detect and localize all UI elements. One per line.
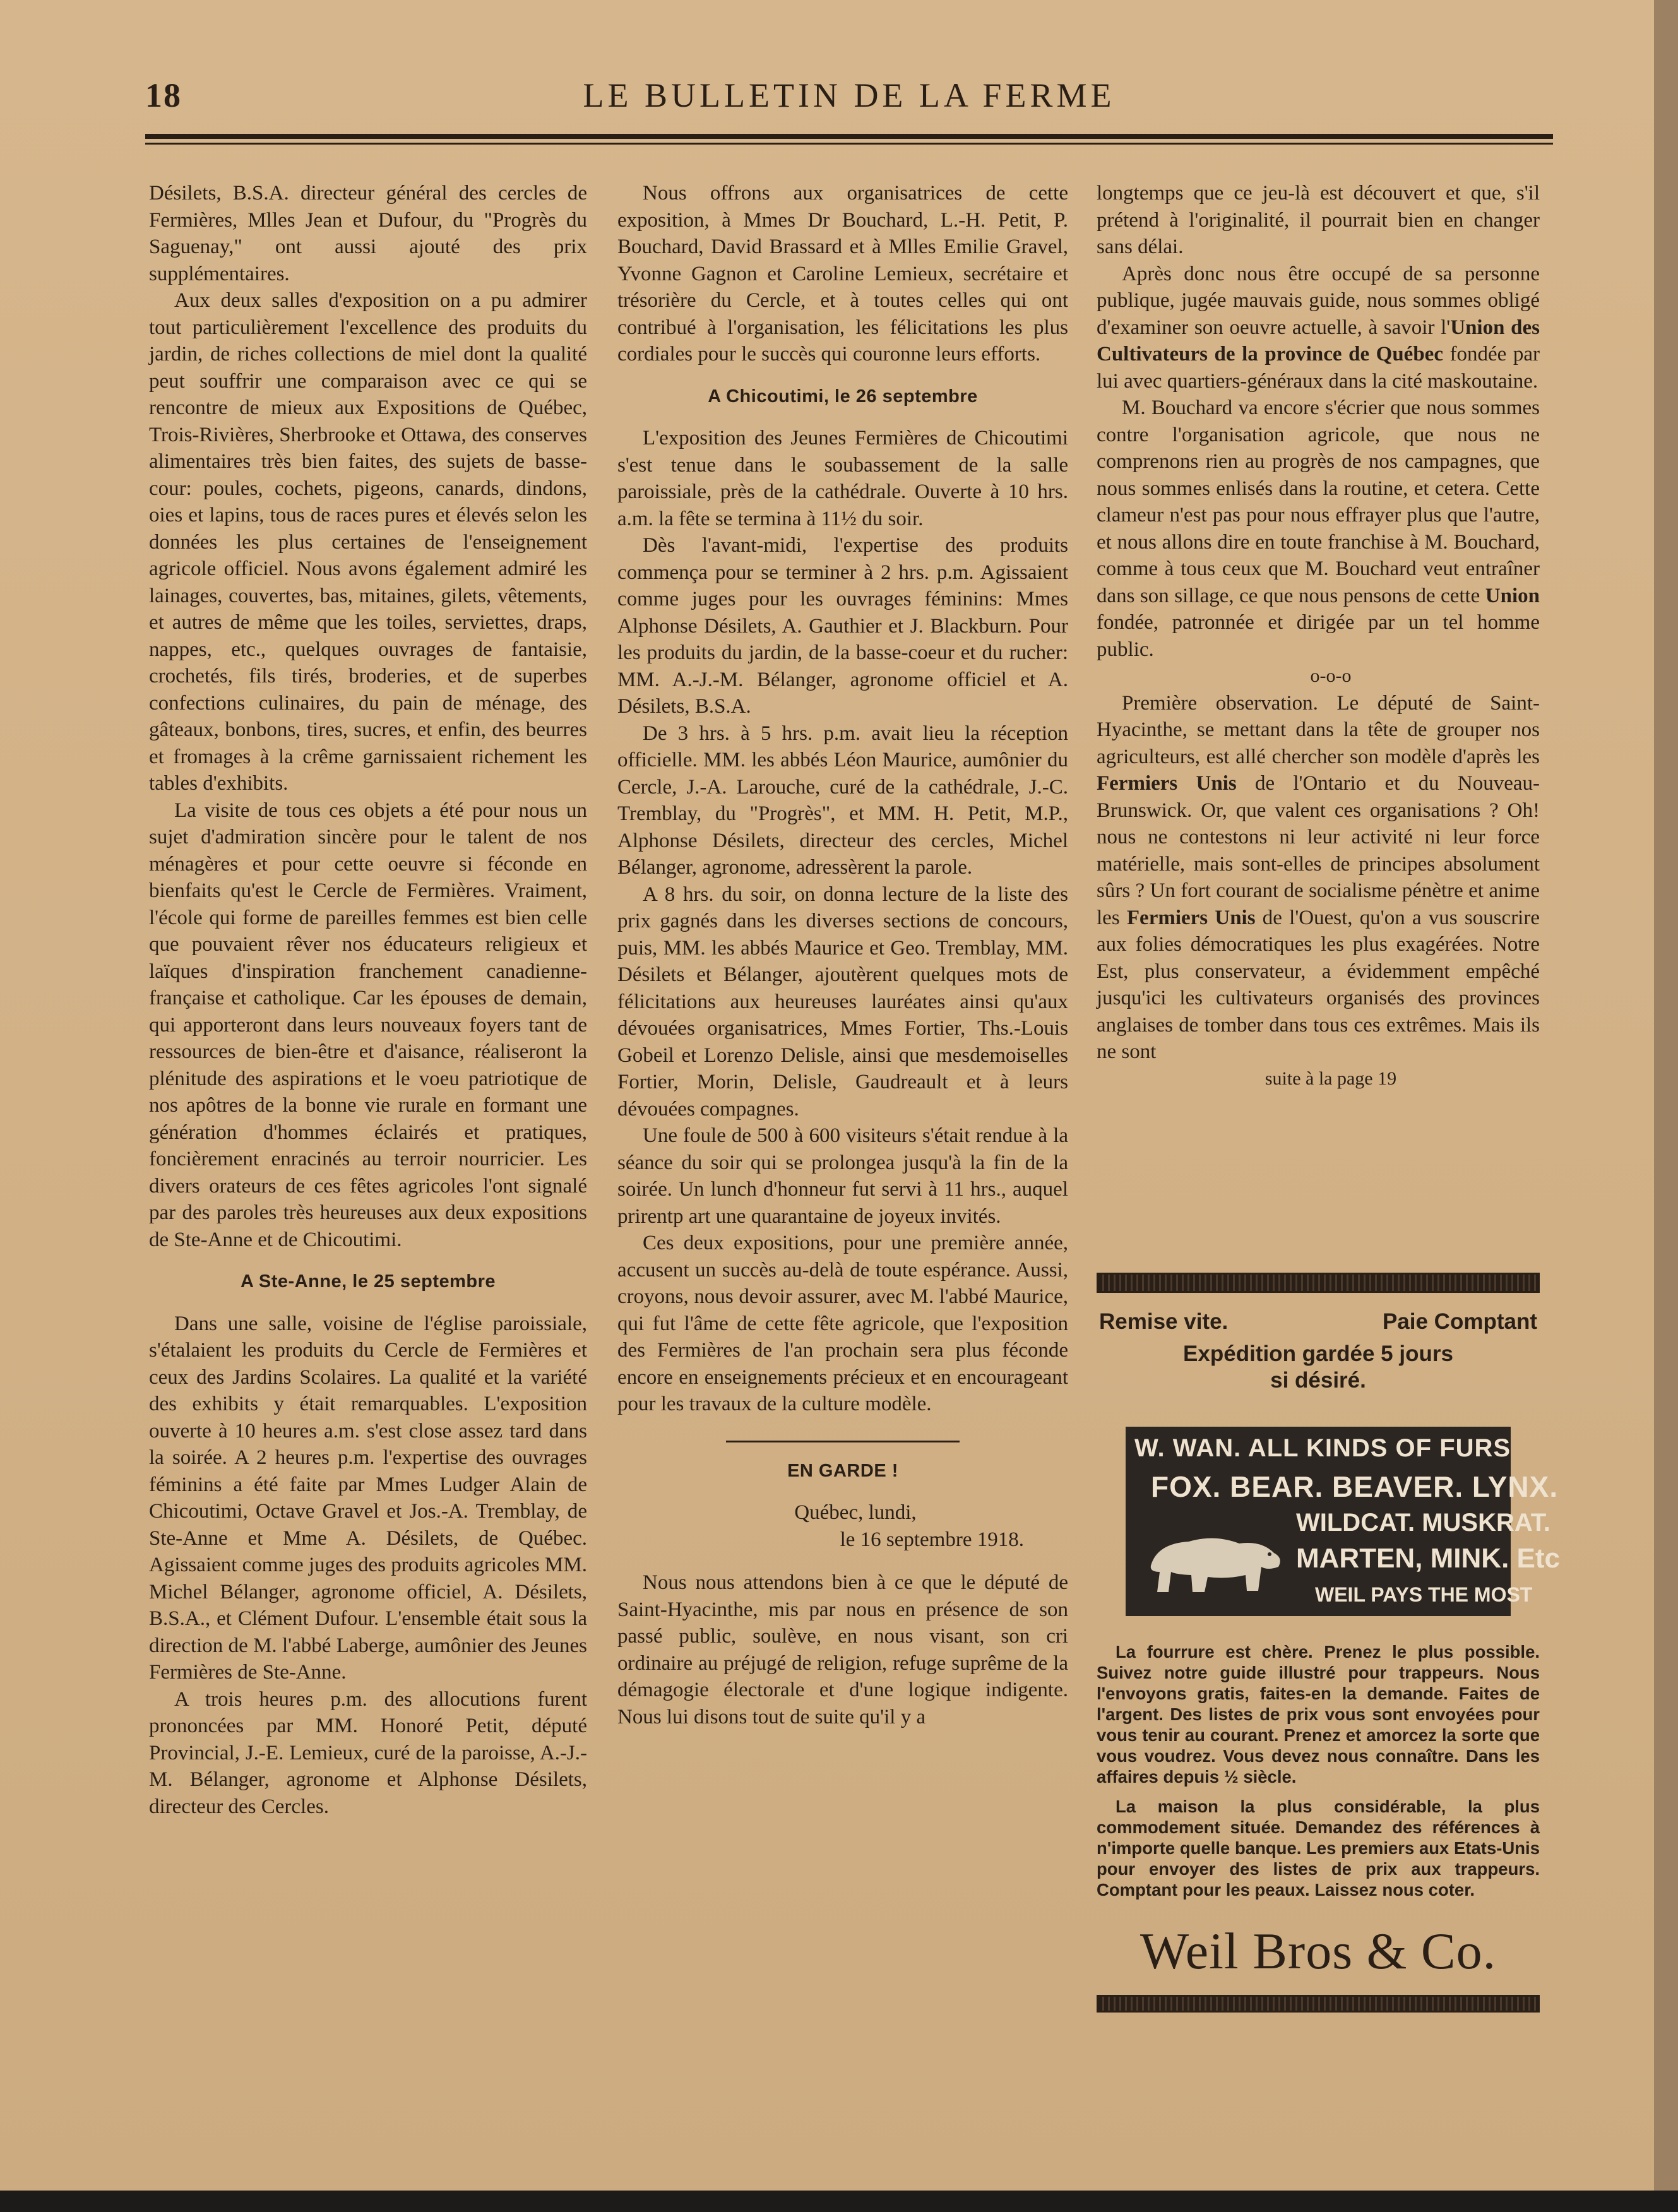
paragraph: Première observation. Le député de Saint-Hyacinthe, se mettant dans la tête de grouper nos agriculteurs, est allé chercher son modèle d'après les Fermiers Unis de l'Ontario et du Nouveau-Brunswick. Or, que valent ces organisations ? Oh! nous ne contestons ni leur activité ni leur force matérielle, mais sont-elles de principes absolument sûrs ? Un fort courant de socialisme pénètre et anime les Fermiers Unis de l'Ouest, qu'on a vus souscrire aux folies démocratiques les plus exagérées. Notre Est, plus conservateur, a évidemment empêché jusqu'ici les cultivateurs organisés des provinces anglaises de tomber dans tous ces extrêmes. Mais ils ne sont — [1097, 691, 1540, 1063]
paragraph: Une foule de 500 à 600 visiteurs s'était rendue à la séance du soir qui se prolongea jusqu'à la fin de la soirée. Un lunch d'honneur fut servi à 11 hrs., auquel prirentp art une quarantaine de joyeux invités. — [617, 1124, 1068, 1228]
ad-paragraph: La maison la plus considérable, la plus commodement située. Demandez des références à n'importe quelle banque. Les premiers aux Etats-Unis pour envoyer des listes de prix aux trappeurs. Comptant pour les peaux. Laissez nous coter. — [1097, 1797, 1540, 1900]
paragraph: A 8 hrs. du soir, on donna lecture de la liste des prix gagnés dans les diverses sections de concours, puis, MM. les abbés Maurice et Geo. Tremblay, MM. Désilets et Bélanger, ajoutèrent quelques mots de félicitations aux heureuses lauréates ainsi qu'aux dévouées organisatrices, Mmes Fortier, Ths.-Louis Gobeil et Lorenzo Delisle, ainsi que mesdemoiselles Fortier, Morin, Delisle, Gaudreault et à leurs dévouées compagnes. — [617, 883, 1068, 1121]
scan-border — [0, 2191, 1678, 2212]
paragraph: La visite de tous ces objets a été pour nous un sujet d'admiration sincère pour le talent de nos ménagères et pour cette oeuvre si féconde en bienfaits qu'est le Cercle de Fermières. Vraiment, l'école qui forme de pareilles femmes est bien celle que pouvaient rêver nos éducateurs religieux et laïques d'inspiration franchement canadienne-française et catholique. Car les épouses de demain, qui apporteront dans leurs nouveaux foyers tant de ressources de bien-être et d'aisance, réaliseront la plénitude des aspirations et le voeu patriotique de nos apôtres de la bonne vie rurale en formant une génération d'hommes éclairés et pratiques, foncièrement enracinés au terroir nourricier. Les divers orateurs de ces fêtes agricoles l'ont signalé par des paroles très heureuses aux deux expositions de Ste-Anne et de Chicoutimi. — [149, 799, 587, 1251]
column-3 — [1097, 180, 1540, 1092]
header-rule — [145, 134, 1553, 139]
paragraph: M. Bouchard va encore s'écrier que nous sommes contre l'organisation agricole, que nous ne comprenons rien au progrès de nos campagnes, que nous sommes enlisés dans la routine, et cetera. Cette clameur n'est pas pour nous effrayer plus que l'autre, et nous allons dire en toute franchise à M. Bouchard, comme à tous ceux que M. Bouchard veut entraîner dans son sillage, ce que nous pensons de cette Union fondée, patronnée et dirigée par un tel homme public. — [1097, 396, 1540, 661]
masthead-title: LE BULLETIN DE LA FERME — [583, 76, 1116, 114]
ad-slogan-right: Paie Comptant — [1382, 1309, 1537, 1334]
page-number: 18 — [145, 76, 182, 114]
editorial-heading: EN GARDE ! — [787, 1460, 898, 1481]
paragraph: De 3 hrs. à 5 hrs. p.m. avait lieu la réception officielle. MM. les abbés Léon Maurice, aumônier du Cercle, J.-A. Larouche, curé de la cathédrale, J.-C. Tremblay, du "Progrès", et MM. H. Petit, M.P., Alphonse Désilets, directeur des cercles, Michel Bélanger, agronome, adressèrent la parole. — [617, 722, 1068, 879]
ad-slogans — [1097, 1309, 1540, 1335]
ad-border-bar — [1097, 1995, 1540, 2013]
paragraph: Dans une salle, voisine de l'église paroissiale, s'étalaient les produits du Cercle de Fermières et ceux des Jardins Scolaires. La qualité et la variété des exhibits y était remarquables. L'exposition ouverte à 10 heures a.m. s'est close assez tard dans la soirée. A 2 heures p.m. l'expertise des ouvrages féminins a été faite par Mmes Ludger Alain de Chicoutimi, Octave Gravel et Jos.-A. Tremblay, de Ste-Anne et Mme A. Désilets, de Québec. Agissaient comme juges des produits agricoles MM. Michel Bélanger, agronome officiel, A. Désilets, B.S.A., et Clément Dufour. L'ensemble était sous la direction de M. l'abbé Laberge, aumônier des Jeunes Fermières de Ste-Anne. — [149, 1312, 587, 1684]
paragraph: Après donc nous être occupé de sa personne publique, jugée mauvais guide, nous sommes obligé d'examiner son oeuvre actuelle, à savoir l'Union des Cultivateurs de la province de Québec fondée par lui avec quartiers-généraux dans la cité maskoutaine. — [1097, 262, 1540, 393]
continued-note: suite à la page 19 — [1264, 1067, 1397, 1089]
bold-term: Union — [1485, 584, 1540, 607]
page-header — [145, 76, 1553, 126]
banner-line: FOX. BEAR. BEAVER. LYNX. — [1151, 1470, 1559, 1503]
bear-icon — [1138, 1509, 1290, 1603]
section-heading: A Chicoutimi, le 26 septembre — [708, 386, 978, 407]
paragraph: Dès l'avant-midi, l'expertise des produits commença pour se terminer à 2 hrs. p.m. Agissaient comme juges pour les ouvrages féminins: Mmes Alphonse Désilets, A. Gauthier et J. Blackburn. Pour les produits du jardin, de la basse-coeur et du rucher: MM. A.-J.-M. Bélanger, agronome officiel et A. Désilets, B.S.A. — [617, 534, 1068, 718]
fur-advertisement — [1097, 1273, 1560, 2013]
ad-slogan-left: Remise vite. — [1099, 1309, 1229, 1334]
bold-term: Union des Cultivateurs de la province de Québec — [1097, 316, 1540, 366]
paragraph: Aux deux salles d'exposition on a pu admirer tout particulièrement l'excellence des produits du jardin, de riches collections de miel dont la qualité peut souffrir une comparaison avec ce qui se rencontre de mieux aux Expositions de Québec, Trois-Rivières, Sherbrooke et Ottawa, des conserves alimentaires très bien faites, des sujets de basse-cour: poules, cochets, pigeons, canards, dindons, oies et lapins, tous de races pures et élevés selon les données les plus certaines de l'enseignement agricole officiel. Nous avons également admiré les lainages, couvertes, bas, mitaines, gilets, vêtements, et autres de même que les toiles, serviettes, draps, nappes, etc., quelques ouvrages de fantaisie, crochetés, fils tirés, broderies, et de superbes confections culinaires, du pain de ménage, des gâteaux, bonbons, tires, sucres, et enfin, des beurres et fromages à la crême garnissaient richement les tables d'exhibits. — [149, 289, 587, 795]
banner-line: MARTEN, MINK. Etc — [1296, 1543, 1560, 1574]
banner-line: WILDCAT. MUSKRAT. — [1296, 1509, 1550, 1537]
paragraph: Nous nous attendons bien à ce que le député de Saint-Hyacinthe, mis par nous en présence de son passé public, soulève, en nous visant, son cri ordinaire au préjugé de religion, refuge suprême de la démagogie électorale et d'une logique indigente. Nous lui disons tout de suite qu'il y a — [617, 1571, 1068, 1728]
section-heading: A Ste-Anne, le 25 septembre — [240, 1271, 496, 1292]
dateline: Québec, lundi, — [794, 1501, 917, 1524]
banner-line: W. WAN. ALL KINDS OF FURS — [1134, 1434, 1511, 1462]
paragraph: L'exposition des Jeunes Fermières de Chicoutimi s'est tenue dans le soubassement de la salle paroissiale, près de la cathédrale. Ouverte à 10 hrs. a.m. la fête se termina à 11½ du soir. — [617, 427, 1068, 530]
ad-paragraph: La fourrure est chère. Prenez le plus possible. Suivez notre guide illustré pour trappeurs. Nous l'envoyons gratis, faites-en la demande. Faites de l'argent. Des listes de prix vous sont envoyées pour vous tenir au courant. Prenez et amorcez la sorte que vous voudrez. Vous devez nous connaître. Dans les affaires depuis ½ siècle. — [1097, 1642, 1540, 1787]
paragraph: Nous offrons aux organisatrices de cette exposition, à Mmes Dr Bouchard, L.-H. Petit, P. Bouchard, David Brassard et à Mlles Emilie Gravel, Yvonne Gagnon et Caroline Lemieux, secrétaire et trésorière du Cercle, et à toutes celles qui ont contribué à l'organisation, les félicitations les plus cordiales pour le succès qui couronne leurs efforts. — [617, 182, 1068, 366]
paper-edge — [1654, 0, 1678, 2212]
paragraph: longtemps que ce jeu-là est découvert et que, s'il prétend à l'originalité, il pourrait bien en changer sans délai. — [1097, 182, 1540, 258]
ad-border-bar — [1097, 1273, 1540, 1293]
separator: o-o-o — [1310, 665, 1352, 686]
paragraph: A trois heures p.m. des allocutions furent prononcées par MM. Honoré Petit, député Provincial, J.-E. Lemieux, curé de la paroisse, A.-J.-M. Bélanger, agronome et Alphonse Désilets, directeur des Cercles. — [149, 1687, 587, 1818]
ad-copy — [1097, 1641, 1540, 1900]
banner-line: WEIL PAYS THE MOST — [1315, 1583, 1533, 1606]
dateline: le 16 septembre 1918. — [840, 1528, 1024, 1551]
bold-term: Fermiers Unis — [1097, 772, 1237, 795]
paragraph: Ces deux expositions, pour une première année, accusent un succès au-delà de toute espérance. Aussi, croyons, nous devoir assurer, avec M. l'abbé Maurice, qui fut l'âme de cette fête agricole, que l'exposition des Fermières de l'an prochain sera plus féconde encore en enseignements précieux et en encourageant pour les travaux de la culture modèle. — [617, 1232, 1068, 1415]
header-rule-thin — [145, 143, 1553, 145]
ad-shipping: Expédition gardée 5 jours si désiré. — [1183, 1341, 1453, 1393]
paragraph: Désilets, B.S.A. directeur général des cercles de Fermières, Mlles Jean et Dufour, du "Progrès du Saguenay," ont aussi ajouté des prix supplémentaires. — [149, 182, 587, 285]
column-2 — [617, 180, 1068, 1730]
column-1 — [149, 180, 587, 1820]
fur-banner — [1126, 1427, 1560, 1616]
company-name: Weil Bros & Co. — [1139, 1922, 1497, 1980]
section-divider — [726, 1441, 960, 1442]
bold-term: Fermiers Unis — [1126, 906, 1256, 929]
